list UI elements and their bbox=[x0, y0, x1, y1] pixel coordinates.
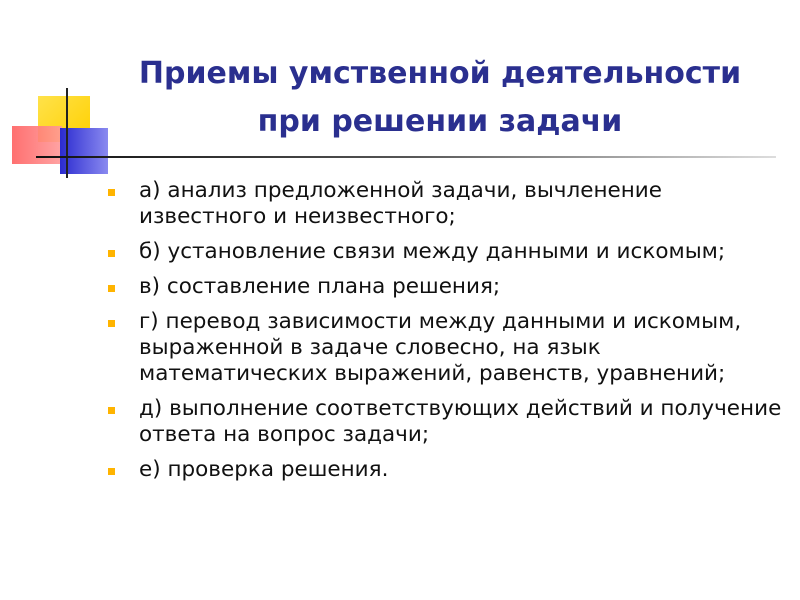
list-item-text: е) проверка решения. bbox=[139, 457, 389, 482]
vertical-divider-line bbox=[66, 88, 68, 178]
bullet-list bbox=[108, 178, 788, 492]
list-item-text: г) перевод зависимости между данными и искомым, выраженной в задаче словесно, на язык математических выражений, равенств, уравнений; bbox=[139, 309, 742, 386]
list-item bbox=[108, 396, 788, 448]
bullet-icon bbox=[108, 320, 115, 327]
list-item bbox=[108, 309, 788, 387]
list-item-text: в) составление плана решения; bbox=[139, 274, 501, 299]
list-item bbox=[108, 457, 788, 483]
bullet-icon bbox=[108, 250, 115, 257]
bullet-icon bbox=[108, 285, 115, 292]
list-item-text: д) выполнение соответствующих действий и получение ответа на вопрос задачи; bbox=[139, 396, 782, 447]
bullet-icon bbox=[108, 468, 115, 475]
list-item bbox=[108, 239, 788, 265]
title-line-1: Приемы умственной деятельности bbox=[138, 56, 742, 91]
list-item-text: б) установление связи между данными и искомым; bbox=[139, 239, 726, 264]
title-underline bbox=[36, 156, 776, 158]
list-item bbox=[108, 178, 788, 230]
list-item bbox=[108, 274, 788, 300]
list-item-text: а) анализ предложенной задачи, вычленение известного и неизвестного; bbox=[139, 178, 663, 229]
slide-title bbox=[100, 50, 780, 146]
bullet-icon bbox=[108, 189, 115, 196]
bullet-icon bbox=[108, 407, 115, 414]
red-square bbox=[12, 126, 62, 164]
title-line-2: при решении задачи bbox=[257, 104, 623, 139]
